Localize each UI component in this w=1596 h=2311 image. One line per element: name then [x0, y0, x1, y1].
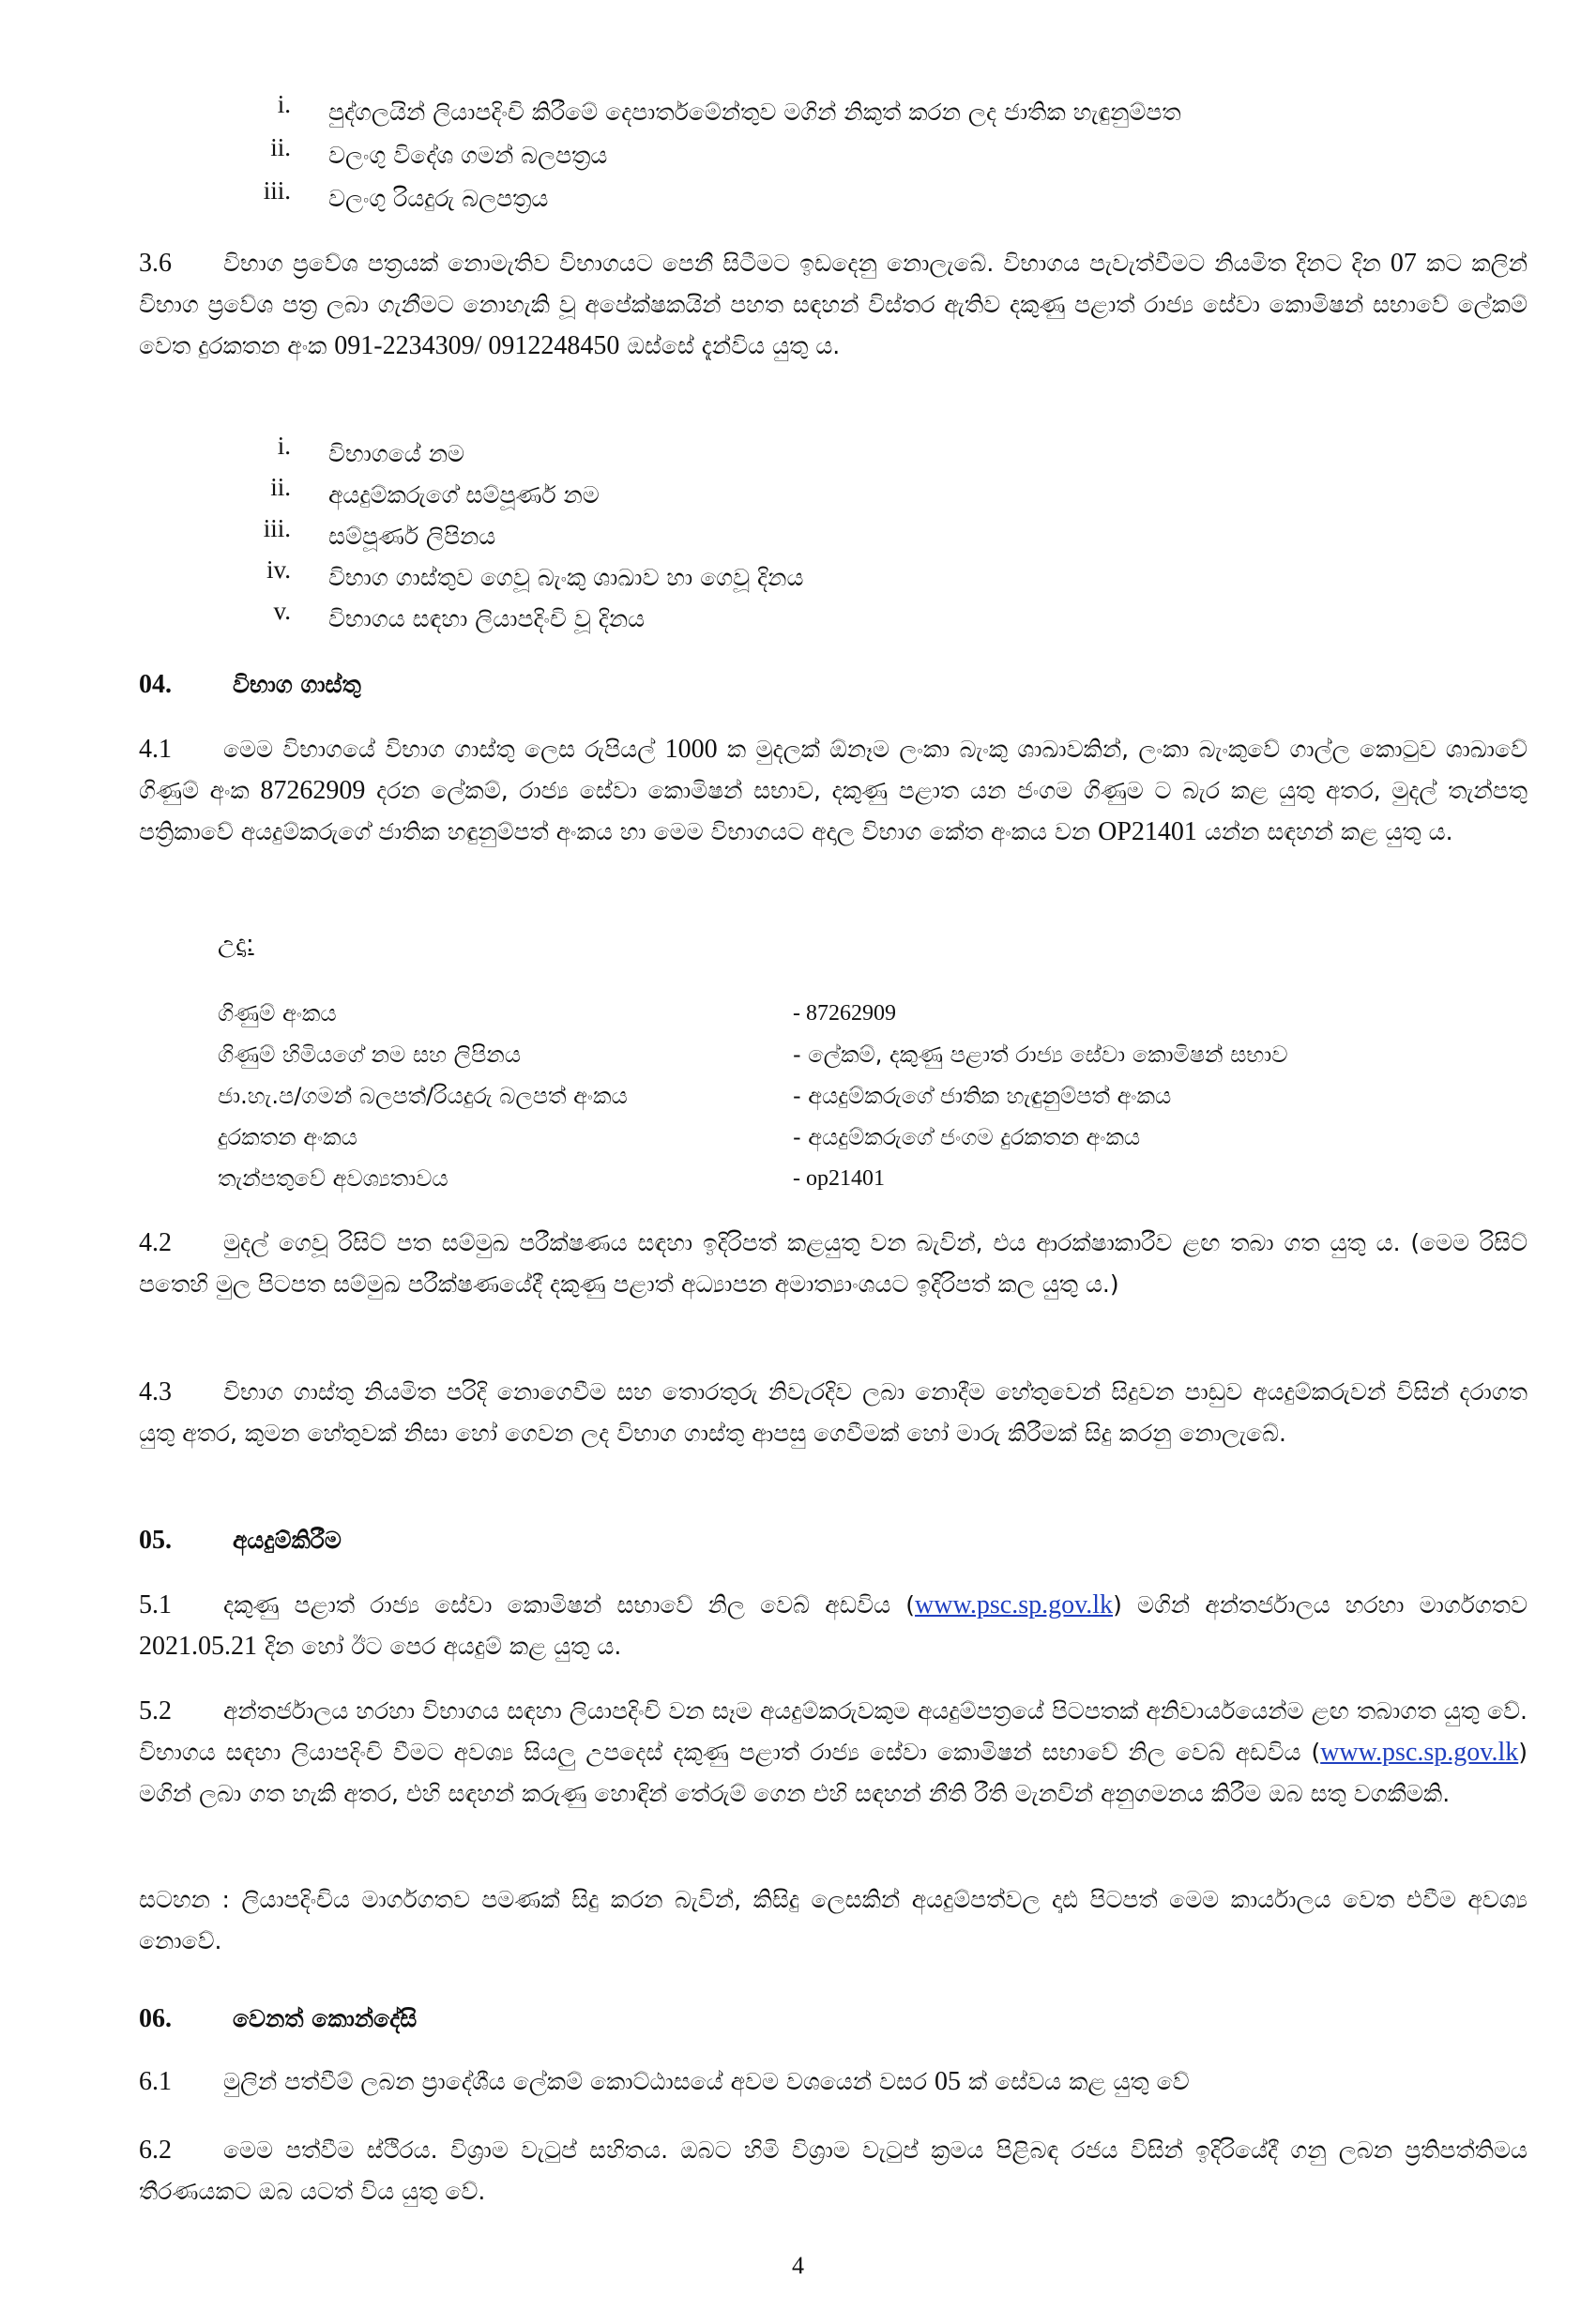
paragraph-4-3: [139, 1372, 1528, 1454]
note-paragraph: [139, 1879, 1528, 1962]
paragraph-6-1: [139, 2061, 1528, 2103]
section-number: 05.: [139, 1526, 172, 1555]
paragraph-text: මෙම විභාගයේ විභාග ගාස්තු ලෙස රුපියල්: [223, 736, 665, 763]
section-heading-04: [139, 664, 361, 706]
paragraph-number: 6.2: [139, 2136, 172, 2165]
paragraph-number: 3.6: [139, 249, 172, 278]
paragraph-number: 4.2: [139, 1228, 172, 1257]
example-value: - අයදුම්කරුගේ ජංගම දුරකතන අංකය: [793, 1124, 1141, 1150]
paragraph-number: 5.1: [139, 1590, 172, 1619]
section-number: 04.: [139, 670, 172, 699]
list-item: වලංගු විදේශ ගමන් බලපත්‍රය: [328, 142, 608, 169]
section-heading-05: [139, 1520, 342, 1561]
example-key: ජා.හැ.ප/ගමන් බලපත්/රියදුරු බලපත් අංකය: [218, 1083, 628, 1109]
list-item-number: ii.: [270, 133, 291, 161]
section-title: විභාග ගාස්තු: [233, 671, 361, 698]
paragraph-number: 5.2: [139, 1696, 172, 1726]
paragraph-text: විභාග ගාස්තු නියමිත පරිදි නොගෙවීම සහ තොරතුරු නිවැරදිව ලබා නොදීම හේතුවෙන් සිදුවන පාඩුව අයදුම්කරුවන් විසින් දරාගත යුතු අතර, කුමන හේතුවක් නිසා හෝ ගෙවන ලද විභාග ගාස්තු ආපසු ගෙවීමක් හෝ මාරු කිරීමක් සිදු කරනු නොලැබේ.: [139, 1378, 1528, 1447]
list-item-number: v.: [273, 597, 291, 625]
paragraph-text: දරන ලේකම්, රාජ්‍ය සේවා කොමිෂන් සභාව, දකුණු පළාත යන ජංගම ගිණුම ට බැර කළ යුතු අතර, මුදල් තැන්පතු පත්‍රිකාවේ අයදුම්කරුගේ ජාතික හඳුනුම්පත් අංකය හා මෙම විභාගයට අදාල විභාග කේත අංකය වන: [139, 777, 1528, 845]
list-item-number: i.: [277, 432, 291, 460]
list-item-number: iii.: [263, 176, 291, 205]
paragraph-3-6: [139, 243, 1528, 367]
exam-code: OP21401: [1098, 817, 1197, 846]
list-item: විභාගයේ නම: [328, 440, 464, 467]
paragraph-text: විභාග ප්‍රවේශ පත්‍රයක් නොමැතිව විභාගයට පෙනී සිටීමට ඉඩදෙනු නොලැබේ. විභාගය පැවැත්වීමට නියමිත දිනට දින: [223, 250, 1391, 277]
paragraph-4-2: [139, 1223, 1528, 1305]
page-number: 4: [792, 2252, 804, 2279]
paragraph-6-2: [139, 2130, 1528, 2212]
paragraph-text: දින හෝ ඊට පෙර අයදුම් කළ යුතු ය.: [257, 1633, 622, 1660]
paragraph-text: අන්තර්ජාලය හරහා විභාගය සඳහා ලියාපදිංචි වන සෑම අයදුම්කරුවකුම අයදුම්පත්‍රයේ පිටපතක් අනිවාර්යයෙන්ම ළඟ තබාගත යුතු වේ. විභාගය සඳහා ලියාපදිංචි වීමට අවශ්‍ය සියලු උපදෙස් දකුණු පළාත් රාජ්‍ය සේවා කොමිෂන් සභාවේ නිල වෙබ් අඩවිය (: [139, 1697, 1528, 1766]
fee-amount: 1000: [664, 735, 718, 764]
paragraph-4-1: [139, 729, 1528, 853]
paragraph-text: මුලින් පත්වීම් ලබන ප්‍රාදේශීය ලේකම් කොට්ඨාසයේ අවම වශයෙන් වසර: [223, 2068, 935, 2095]
section-number: 06.: [139, 2004, 172, 2033]
list-item: වලංගු රියදුරු බලපත්‍රය: [328, 185, 549, 212]
example-value: - 87262909: [793, 1001, 896, 1026]
list-item: විභාග ගාස්තුව ගෙවූ බැංකු ශාඛාව හා ගෙවූ දිනය: [328, 564, 804, 591]
account-number: 87262909: [260, 776, 366, 805]
years-value: 05: [935, 2067, 961, 2096]
list-item-number: ii.: [270, 473, 291, 501]
example-key: දුරකතන අංකය: [218, 1124, 357, 1150]
paragraph-text: ක මුදලක් ඕනෑම ලංකා බැංකු ශාඛාවකින්, ලංකා බැංකුවේ ගාල්ල කොටුව ශාඛාවේ ගිණුම් අංක: [139, 736, 1528, 804]
example-value: - අයදුම්කරුගේ ජාතික හැඳුනුම්පත් අංකය: [793, 1083, 1172, 1109]
paragraph-text: ඔස්සේ දැන්විය යුතු ය.: [619, 332, 841, 359]
paragraph-number: 4.1: [139, 735, 172, 764]
phone-numbers: 091-2234309/ 0912248450: [334, 331, 620, 360]
paragraph-text: ) මගින් අන්තර්ජාලය හරහා මාර්ගගතව: [1113, 1591, 1528, 1619]
paragraph-text: දකුණු පළාත් රාජ්‍ය සේවා කොමිෂන් සභාවේ නිල වෙබ් අඩවිය (: [223, 1591, 916, 1619]
list-item: සම්පූර්ණ ලිපිනය: [328, 523, 496, 550]
example-key: තැන්පතුවේ අවශ්‍යතාවය: [218, 1165, 448, 1192]
list-item: විභාගය සඳහා ලියාපදිංචි වූ දිනය: [328, 605, 646, 632]
note-text: සටහන : ලියාපදිංචිය මාර්ගගතව පමණක් සිදු කරන බැවින්, කිසිදු ලෙසකින් අයදුම්පත්වල දෘඪ පිටපත් මෙම කාර්යාලය වෙත එවීම අවශ්‍ය නොවේ.: [139, 1886, 1528, 1954]
list-item-number: i.: [277, 90, 291, 118]
section-title: අයදුම්කිරීම: [233, 1527, 342, 1554]
paragraph-number: 6.1: [139, 2067, 172, 2096]
list-item: අයදුම්කරුගේ සම්පූර්ණ නම: [328, 481, 600, 509]
paragraph-text: ක් සේවය කළ යුතු වේ: [961, 2068, 1190, 2095]
deadline-date: 2021.05.21: [139, 1632, 257, 1661]
list-item: පුද්ගලයින් ලියාපදිංචි කිරීමේ දෙපාර්තමේන්තුව මගින් නිකුත් කරන ලද ජාතික හැඳුනුම්පත: [328, 99, 1181, 126]
paragraph-5-1: [139, 1585, 1528, 1667]
paragraph-5-2: [139, 1691, 1528, 1815]
section-title: වෙනත් කොන්දේසි: [233, 2005, 418, 2032]
paragraph-text: මෙම පත්වීම ස්ථිරය. විශ්‍රාම වැටුප් සහිතය. ඔබට හිමි විශ්‍රාම වැටුප් ක්‍රමය පිළිබඳ රජය විසින් ඉදිරියේදී ගනු ලබන ප්‍රතිපත්තිමය තීරණයකට ඔබ යටත් විය යුතු වේ.: [139, 2136, 1528, 2205]
days-value: 07: [1390, 249, 1417, 278]
list-item-number: iv.: [266, 555, 291, 584]
paragraph-text: කට කලින් විභාග ප්‍රවේශ පත්‍ර ලබා ගැනීමට නොහැකි වූ අපේක්ෂකයින් පහත සඳහන් විස්තර ඇතිව දකුණු පළාත් රාජ්‍ය සේවා කොමිෂන් සභාවේ ලේකම් වෙත දුරකතන අංක: [139, 250, 1528, 359]
example-value: - ලේකම්, දකුණු පළාත් රාජ්‍ය සේවා කොමිෂන් සභාව: [793, 1041, 1288, 1068]
website-link[interactable]: www.psc.sp.gov.lk: [915, 1590, 1114, 1619]
section-heading-06: [139, 1999, 417, 2040]
example-key: ගිණුම් හිමියගේ නම සහ ලිපිනය: [218, 1041, 521, 1068]
example-value: - op21401: [793, 1166, 885, 1191]
website-link[interactable]: www.psc.sp.gov.lk: [1320, 1738, 1519, 1767]
paragraph-text: යන්න සඳහන් කළ යුතු ය.: [1196, 818, 1453, 845]
paragraph-number: 4.3: [139, 1377, 172, 1406]
list-item-number: iii.: [263, 514, 291, 542]
example-key: ගිණුම් අංකය: [218, 1000, 337, 1026]
paragraph-text: මුදල් ගෙවූ රිසිට් පත සම්මුඛ පරීක්ෂණය සඳහා ඉදිරිපත් කළයුතු වන බැවින්, එය ආරක්ෂාකාරීව ළඟ තබා ගත යුතු ය. (මෙම රිසිට් පතෙහි මුල පිටපත සම්මුඛ පරීක්ෂණයේදී දකුණු පළාත් අධ්‍යාපන අමාත්‍යාංශයට ඉදිරිපත් කල යුතු ය.): [139, 1229, 1528, 1298]
example-label: උදා:: [218, 930, 254, 957]
paragraph-text: ) මගින් ලබා ගත හැකි අතර, එහි සඳහන් කරුණු හොඳින් තේරුම් ගෙන එහි සඳහන් නීති රීති මැනවින් අනුගමනය කිරීම ඔබ සතු වගකීමකි.: [139, 1739, 1528, 1807]
